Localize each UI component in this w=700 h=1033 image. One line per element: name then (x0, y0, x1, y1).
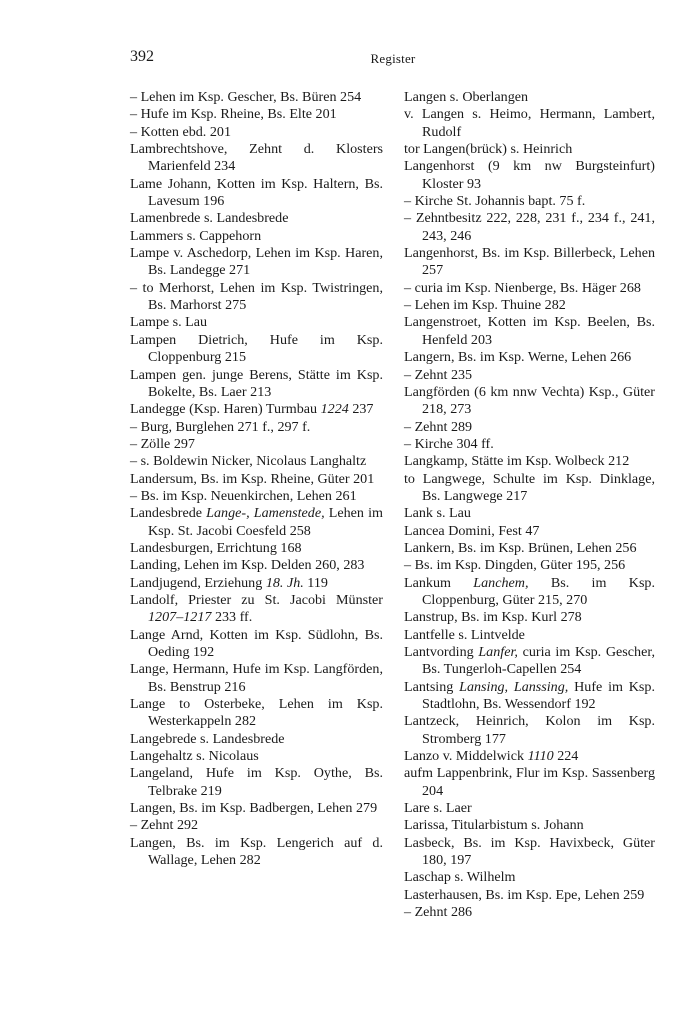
index-entry: Lantsing Lansing, Lanssing, Hufe im Ksp. Stadtlohn, Bs. Wessendorf 192 (404, 678, 655, 713)
index-entry: Lamenbrede s. Landesbrede (130, 210, 289, 227)
page-number: 392 (130, 48, 154, 65)
index-entry: v. Langen s. Heimo, Hermann, Lambert, Rudolf (404, 106, 655, 140)
index-entry: Lasbeck, Bs. im Ksp. Havixbeck, Güter 180, 197 (404, 834, 655, 869)
index-entry: aufm Lappenbrink, Flur im Ksp. Sassenberg 204 (404, 765, 655, 799)
index-entry: – Zehnt 286 (404, 904, 473, 921)
index-column-left (130, 89, 383, 869)
index-entry: Lankum Lanchem, Bs. im Ksp. Cloppenburg, Güter 215, 270 (404, 574, 655, 608)
index-entry: Lank s. Lau (404, 505, 471, 522)
index-entry: Landersum, Bs. im Ksp. Rheine, Güter 201 (130, 470, 375, 487)
index-entry: tor Langen(brück) s. Heinrich (404, 141, 573, 158)
index-entry: Lantvording Lanfer, curia im Ksp. Gescher, Bs. Tungerloh-Capellen 254 (404, 644, 655, 678)
index-entry: – s. Boldewin Nicker, Nicolaus Langhaltz (130, 453, 367, 470)
index-entry: – Bs. im Ksp. Dingden, Güter 195, 256 (404, 557, 626, 574)
index-entry: Lampe s. Lau (130, 314, 208, 331)
index-entry: Landegge (Ksp. Haren) Turmbau 1224 237 (130, 401, 374, 418)
index-entry: Lare s. Laer (404, 800, 472, 817)
index-entry: Landing, Lehen im Ksp. Delden 260, 283 (130, 557, 365, 574)
index-entry: Larissa, Titularbistum s. Johann (404, 817, 584, 834)
index-entry: Langern, Bs. im Ksp. Werne, Lehen 266 (404, 349, 632, 366)
index-entry: to Langwege, Schulte im Ksp. Dinklage, Bs. Langwege 217 (404, 470, 655, 504)
index-entry: Langenhorst, Bs. im Ksp. Billerbeck, Lehen 257 (404, 245, 655, 279)
index-entry: Langen, Bs. im Ksp. Lengerich auf d. Wallage, Lehen 282 (130, 834, 383, 869)
index-entry: – Kirche 304 ff. (404, 435, 494, 452)
index-entry: – Hufe im Ksp. Rheine, Bs. Elte 201 (130, 106, 337, 123)
index-entry: Lampen gen. junge Berens, Stätte im Ksp. Bokelte, Bs. Laer 213 (130, 366, 383, 400)
index-entry: Landolf, Priester zu St. Jacobi Münster 1207–1217 233 ff. (130, 591, 383, 626)
index-entry: Langen, Bs. im Ksp. Badbergen, Lehen 279 (130, 800, 378, 817)
index-entry: – Burg, Burglehen 271 f., 297 f. (130, 418, 311, 435)
index-entry: Laschap s. Wilhelm (404, 869, 516, 886)
index-entry: – Bs. im Ksp. Neuenkirchen, Lehen 261 (130, 487, 357, 504)
index-entry: Lame Johann, Kotten im Ksp. Haltern, Bs. Lavesum 196 (130, 175, 383, 210)
index-entry: Langkamp, Stätte im Ksp. Wolbeck 212 (404, 453, 630, 470)
index-entry: Langenhorst (9 km nw Burgsteinfurt) Kloster 93 (404, 158, 655, 192)
index-entry: Lankern, Bs. im Ksp. Brünen, Lehen 256 (404, 539, 637, 556)
index-entry: Lambrechtshove, Zehnt d. Klosters Marienfeld 234 (130, 141, 383, 175)
index-entry: Lampen Dietrich, Hufe im Ksp. Cloppenburg 215 (130, 331, 383, 366)
index-entry: Lasterhausen, Bs. im Ksp. Epe, Lehen 259 (404, 886, 645, 903)
index-entry: Langeland, Hufe im Ksp. Oythe, Bs. Telbrake 219 (130, 765, 383, 799)
index-entry: – Lehen im Ksp. Thuine 282 (404, 297, 566, 314)
index-entry: – Zehntbesitz 222, 228, 231 f., 234 f., 241, 243, 246 (404, 210, 655, 244)
index-entry: – Kirche St. Johannis bapt. 75 f. (404, 193, 586, 210)
index-entry: Landesburgen, Errichtung 168 (130, 539, 302, 556)
index-entry: Landesbrede Lange-, Lamenstede, Lehen im Ksp. St. Jacobi Coesfeld 258 (130, 505, 383, 539)
index-entry: Lammers s. Cappehorn (130, 227, 262, 244)
index-entry: – Zehnt 292 (130, 817, 199, 834)
index-entry: – to Merhorst, Lehen im Ksp. Twistringen, Bs. Marhorst 275 (130, 279, 383, 314)
index-entry: Lange Arnd, Kotten im Ksp. Südlohn, Bs. Oeding 192 (130, 626, 383, 660)
index-entry: Lange, Hermann, Hufe im Ksp. Langförden, Bs. Benstrup 216 (130, 661, 383, 695)
index-entry: – curia im Ksp. Nienberge, Bs. Häger 268 (404, 279, 641, 296)
running-head: Register (370, 51, 416, 66)
index-entry: Lantfelle s. Lintvelde (404, 626, 525, 643)
index-entry: Lantzeck, Heinrich, Kolon im Ksp. Stromberg 177 (404, 713, 655, 747)
index-entry: – Zehnt 289 (404, 418, 473, 435)
index-column-right (404, 89, 655, 922)
index-entry: Langen s. Oberlangen (404, 89, 529, 105)
index-entry: – Lehen im Ksp. Gescher, Bs. Büren 254 (130, 89, 362, 105)
index-entry: Lampe v. Aschedorp, Lehen im Ksp. Haren, Bs. Landegge 271 (130, 245, 383, 279)
index-entry: Lancea Domini, Fest 47 (404, 522, 540, 539)
index-entry: – Zehnt 235 (404, 366, 473, 383)
index-entry: Lange to Osterbeke, Lehen im Ksp. Westerkappeln 282 (130, 696, 383, 730)
index-entry: Langehaltz s. Nicolaus (130, 748, 259, 765)
index-entry: Landjugend, Erziehung 18. Jh. 119 (130, 574, 328, 591)
index-entry: – Zölle 297 (130, 435, 195, 452)
index-entry: Langenstroet, Kotten im Ksp. Beelen, Bs. Henfeld 203 (404, 314, 655, 348)
index-entry: Langebrede s. Landesbrede (130, 730, 285, 747)
index-entry: Lanzo v. Middelwick 1110 224 (404, 748, 579, 765)
index-entry: – Kotten ebd. 201 (130, 123, 231, 140)
index-entry: Lanstrup, Bs. im Ksp. Kurl 278 (404, 609, 582, 626)
index-entry: Langförden (6 km nnw Vechta) Ksp., Güter 218, 273 (404, 383, 655, 418)
